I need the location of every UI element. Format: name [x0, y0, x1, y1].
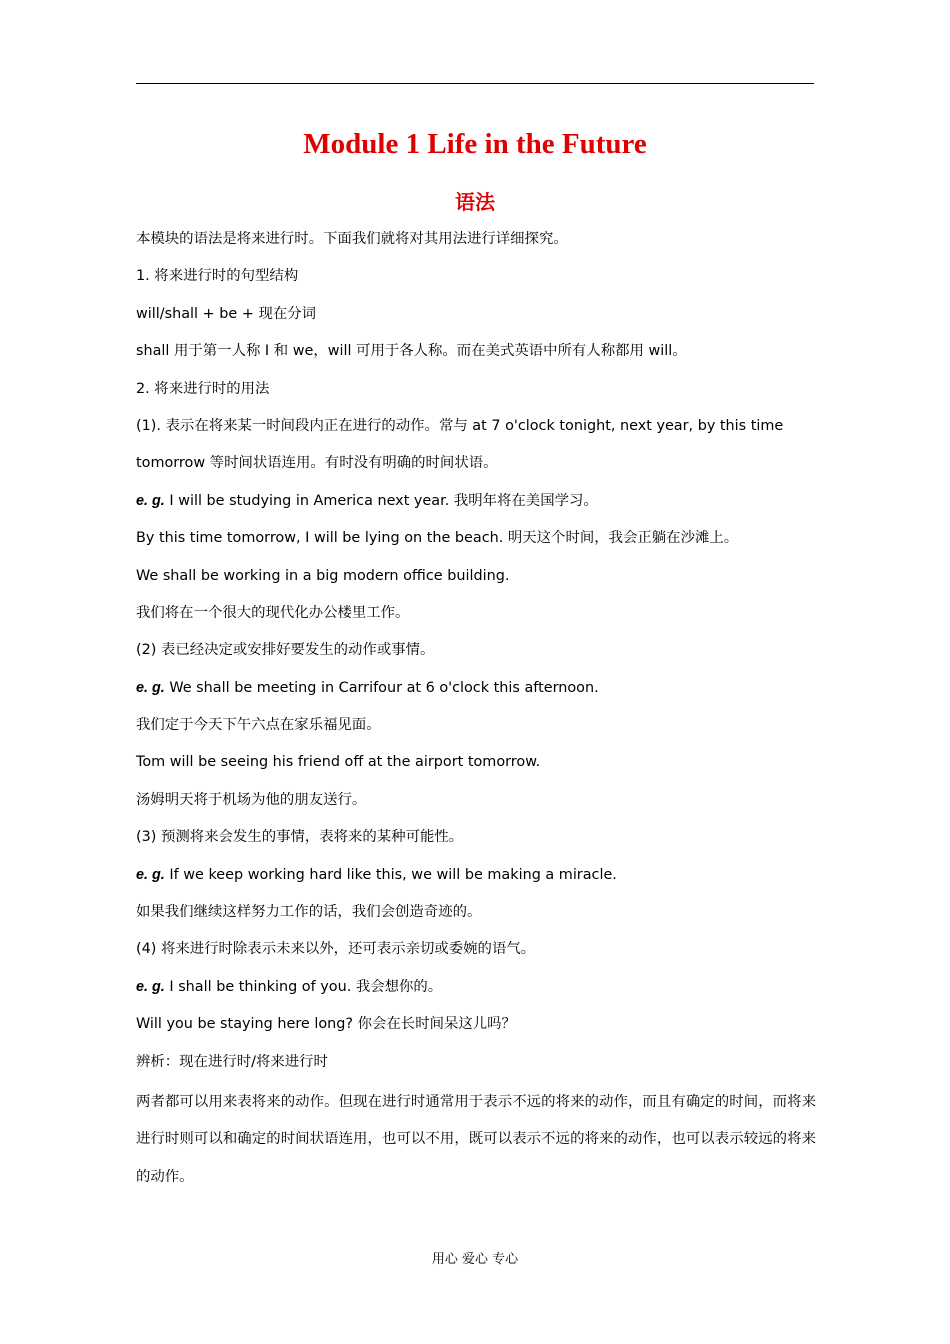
section-heading: 语法 — [455, 190, 495, 214]
eg-label: e. g. — [136, 679, 165, 696]
paragraph: shall 用于第一人称 I 和 we，will 可用于各人称。而在美式英语中所有人称都用 will。 — [136, 343, 687, 360]
page-title: Module 1 Life in the Future — [303, 128, 647, 160]
paragraph: tomorrow 等时间状语连用。有时没有明确的时间状语。 — [136, 455, 498, 472]
paragraph: 辨析：现在进行时/将来进行时 — [136, 1053, 328, 1070]
example-line: e. g. If we keep working hard like this, we will be making a miracle. — [136, 866, 617, 883]
paragraph: 两者都可以用来表将来的动作。但现在进行时通常用于表示不远的将来的动作，而且有确定的时间，而将来进行时则可以和确定的时间状语连用，也可以不用，既可以表示不远的将来的动作，也可以表示较远的将来的动作。 — [136, 1093, 816, 1185]
eg-label: e. g. — [136, 866, 165, 883]
paragraph: 2. 将来进行时的用法 — [136, 380, 270, 397]
example-line: e. g. I will be studying in America next year. 我明年将在美国学习。 — [136, 492, 598, 509]
eg-label: e. g. — [136, 978, 165, 995]
paragraph: 我们将在一个很大的现代化办公楼里工作。 — [136, 604, 410, 621]
paragraph: 如果我们继续这样努力工作的话，我们会创造奇迹的。 — [136, 904, 482, 921]
eg-label: e. g. — [136, 492, 165, 509]
paragraph: 我们定于今天下午六点在家乐福见面。 — [136, 717, 381, 734]
paragraph: 1. 将来进行时的句型结构 — [136, 268, 299, 285]
paragraph: We shall be working in a big modern office building. — [136, 567, 510, 584]
example-line: e. g. We shall be meeting in Carrifour at 6 o'clock this afternoon. — [136, 679, 599, 696]
paragraph: will/shall + be + 现在分词 — [136, 305, 317, 322]
paragraph: Tom will be seeing his friend off at the airport tomorrow. — [136, 754, 541, 771]
paragraph: (1). 表示在将来某一时间段内正在进行的动作。常与 at 7 o'clock tonight, next year, by this time — [136, 417, 784, 434]
body-text — [136, 224, 816, 1196]
header-rule — [136, 83, 814, 84]
paragraph: (3) 预测将来会发生的事情，表将来的某种可能性。 — [136, 829, 464, 846]
paragraph: By this time tomorrow, I will be lying on the beach. 明天这个时间，我会正躺在沙滩上。 — [136, 530, 739, 547]
paragraph: Will you be staying here long? 你会在长时间呆这儿吗？ — [136, 1016, 516, 1033]
example-line: e. g. I shall be thinking of you. 我会想你的。 — [136, 978, 443, 995]
paragraph: (2) 表已经决定或安排好要发生的动作或事情。 — [136, 642, 435, 659]
paragraph: 本模块的语法是将来进行时。下面我们就将对其用法进行详细探究。 — [136, 231, 568, 247]
paragraph: 汤姆明天将于机场为他的朋友送行。 — [136, 791, 367, 808]
paragraph: (4) 将来进行时除表示未来以外，还可表示亲切或委婉的语气。 — [136, 941, 536, 958]
page-footer: 用心 爱心 专心 — [431, 1252, 519, 1267]
